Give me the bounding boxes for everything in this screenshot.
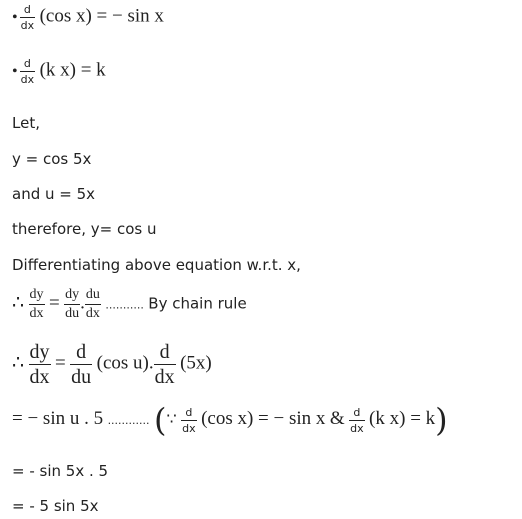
close-paren: ) (435, 401, 448, 439)
result-line-2: = - 5 sin 5x (12, 497, 99, 515)
bullet: • (12, 8, 18, 26)
cos-u-term: (cos u). (96, 352, 154, 374)
ampersand: & (329, 408, 345, 430)
fraction-d-dx: $\frac{d}{dx}$ (20, 57, 35, 86)
fraction-dy-dx: $\frac{dy}{dx}$ (29, 341, 50, 388)
rule-expression: (k x) = k (369, 408, 436, 430)
rule-expression: (cos x) = − sin x (201, 408, 326, 430)
therefore-symbol: ∴ (12, 352, 25, 374)
chain-rule-note: By chain rule (148, 294, 247, 313)
y-definition: y = cos 5x (12, 150, 92, 168)
fraction-d-dx: $\frac{d}{dx}$ (182, 405, 196, 435)
fraction-d-dx: $\frac{d}{dx}$ (154, 341, 175, 388)
fraction-d-dx: $\frac{d}{dx}$ (20, 3, 35, 32)
fraction-d-dx: $\frac{d}{dx}$ (350, 405, 364, 435)
bullet: • (12, 62, 18, 80)
therefore-symbol: ∴ (12, 292, 25, 314)
rule-expression: (cos x) = − sin x (39, 5, 164, 27)
because-symbol: ∵ (166, 411, 177, 429)
result-line-1: = - sin 5x . 5 (12, 462, 109, 480)
u-definition: and u = 5x (12, 185, 96, 203)
therefore-line: therefore, y= cos u (12, 220, 157, 238)
fraction-d-du: $\frac{d}{du}$ (71, 341, 92, 388)
substitution-lhs: = − sin u . 5 (12, 408, 104, 430)
open-paren: ( (153, 401, 167, 439)
five-x-term: (5x) (180, 352, 212, 374)
differentiating-line: Differentiating above equation w.r.t. x, (12, 256, 301, 274)
rule-expression: (k x) = k (39, 59, 106, 81)
derivative-rule-kx (12, 58, 106, 85)
fraction-du-dx: $\frac{du}{dx}$ (85, 287, 100, 321)
let-text: Let, (12, 114, 40, 132)
dot-leader: ........... (105, 298, 144, 312)
dot-leader: ............ (107, 414, 150, 428)
substitution-line (12, 401, 448, 439)
chain-rule-equation: ∴ $\frac{dy}{dx}$ = $\frac{dy}{du}$ . $\frac{du}{dx}$ ........... By chain rule (12, 287, 247, 321)
derivative-rule-cos (12, 4, 164, 31)
fraction-dy-du: $\frac{dy}{du}$ (65, 287, 80, 321)
fraction-dy-dx: $\frac{dy}{dx}$ (29, 287, 44, 321)
chain-rule-applied: ∴ $\frac{dy}{dx}$ = $\frac{d}{du}$ (cos u). $\frac{d}{dx}$ (5x) (12, 341, 212, 388)
